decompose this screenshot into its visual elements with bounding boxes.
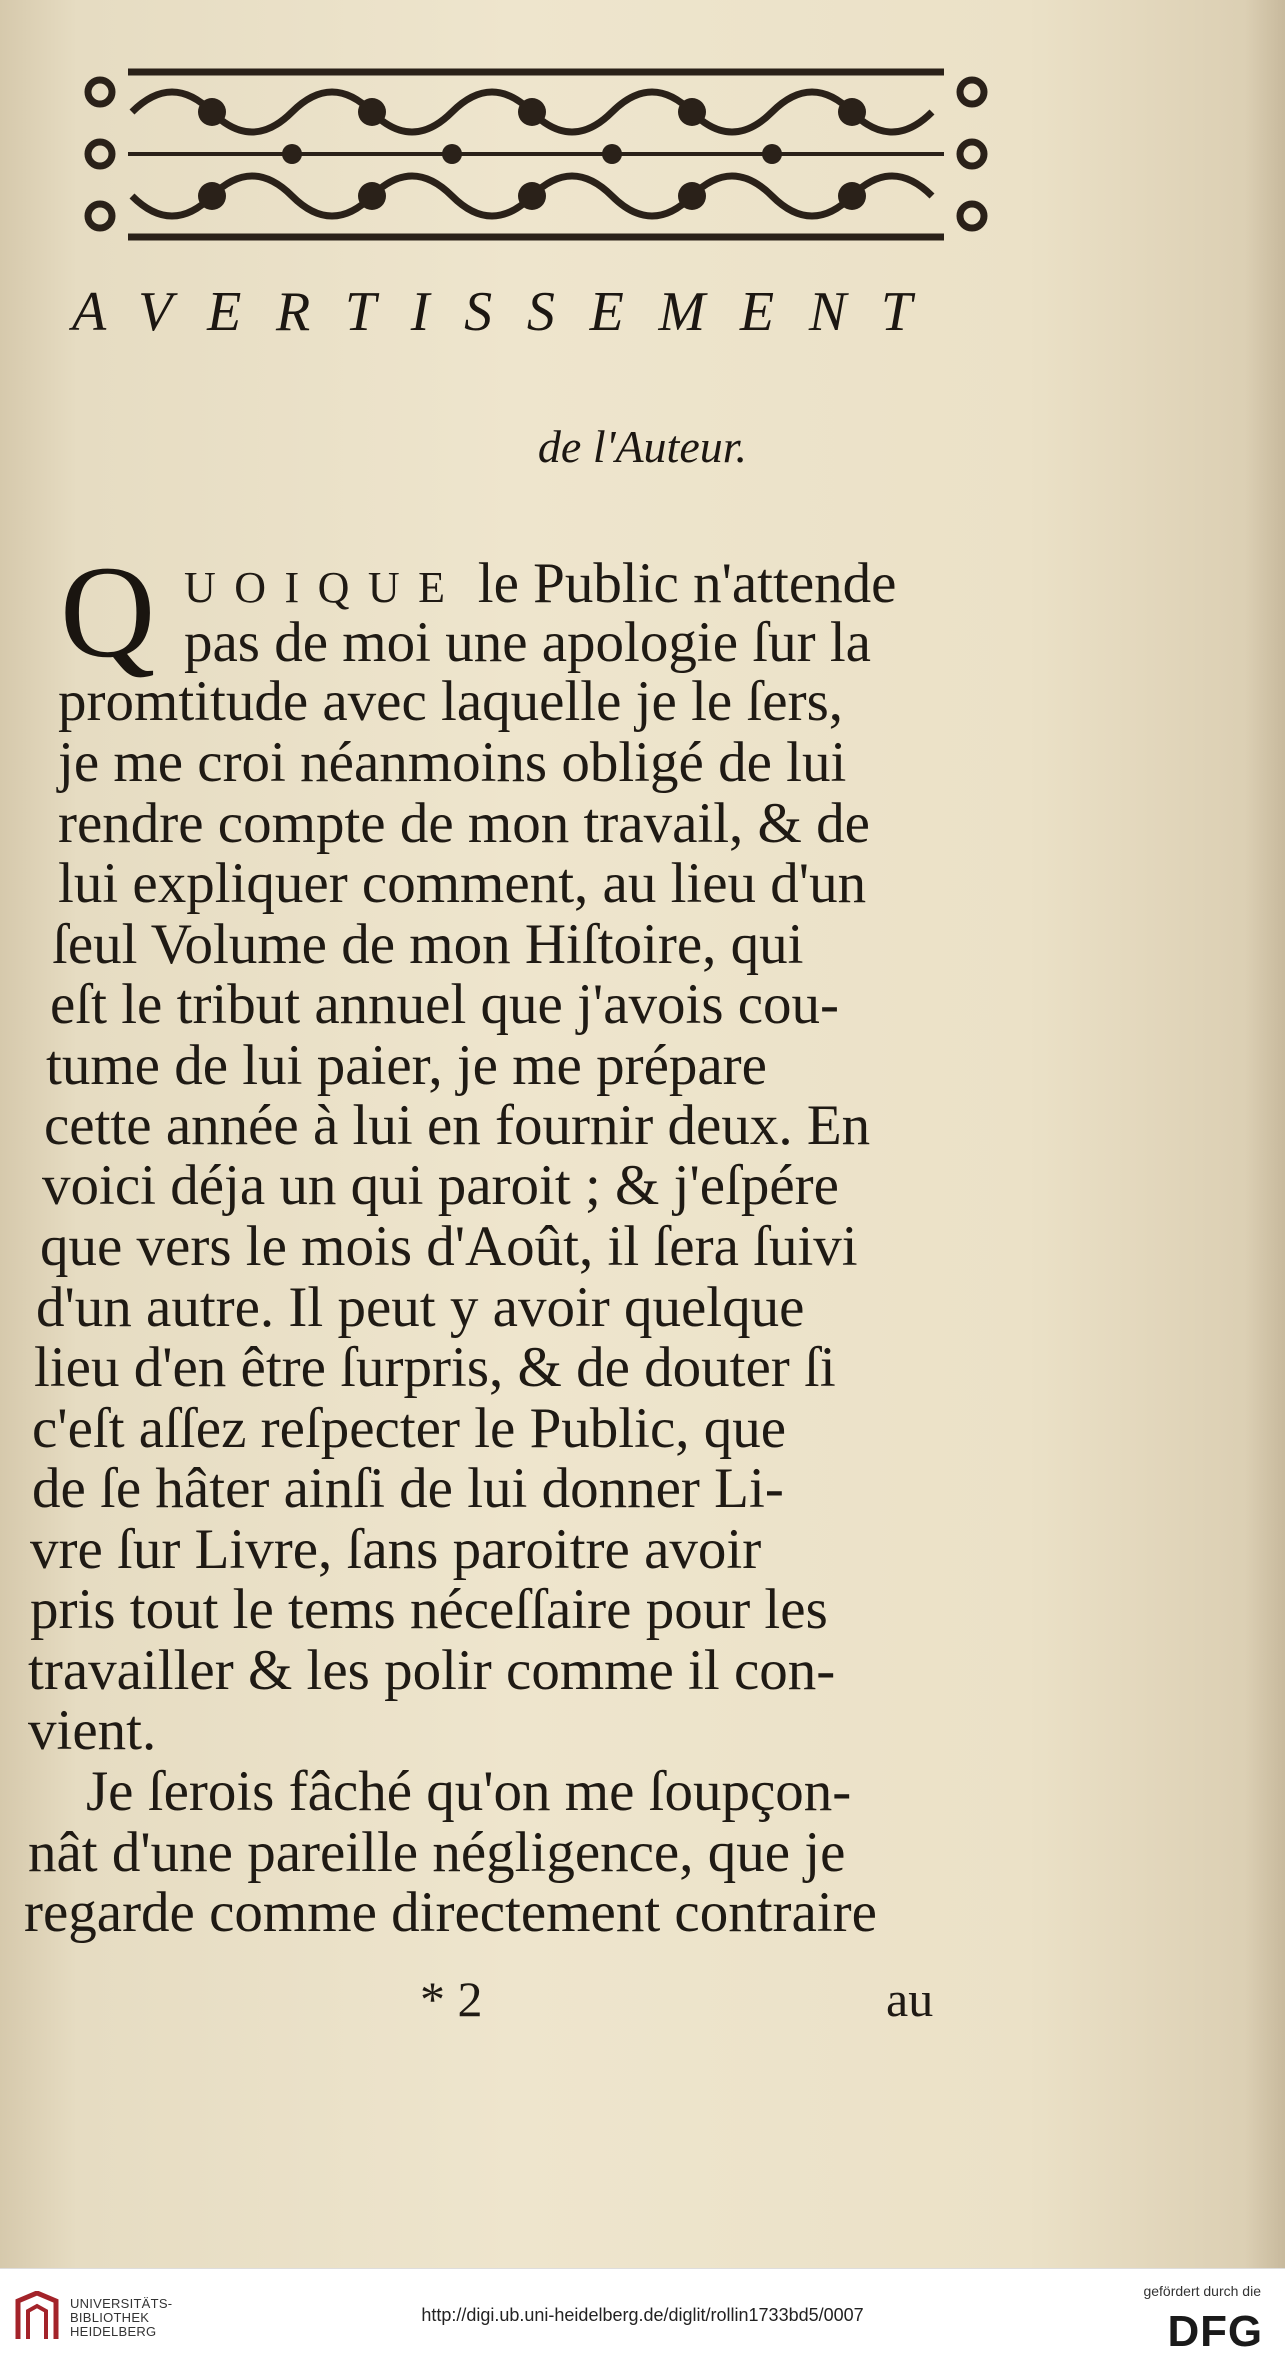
printer-ornament-band <box>72 62 1000 247</box>
text-line: je me croi néanmoins obligé de lui <box>58 731 847 794</box>
text-line: travailler & les polir comme il con- <box>28 1639 836 1702</box>
text-line: que vers le mois d'Août, il ſera ſuivi <box>40 1215 858 1278</box>
funded-by-label: gefördert durch die <box>1143 2283 1261 2299</box>
text-line: regarde comme directement contraire <box>24 1881 877 1944</box>
text-line: voici déja un qui paroit ; & j'eſpére <box>42 1154 839 1217</box>
text-line: c'eſt aſſez reſpecter le Public, que <box>32 1397 787 1460</box>
text-line: rendre compte de mon travail, & de <box>58 792 870 855</box>
text-line: cette année à lui en fournir deux. En <box>44 1094 871 1157</box>
signature-mark: * 2 <box>420 1971 483 2027</box>
text-line-smallcaps: UOIQUE <box>184 563 464 612</box>
section-subheading: de l'Auteur. <box>537 421 748 472</box>
section-heading: AVERTISSEMENT <box>72 281 947 343</box>
drop-cap: Q <box>60 538 156 685</box>
dfg-logo: DFG <box>1167 2307 1263 2356</box>
viewer-footer <box>0 2268 1285 2364</box>
text-line: de ſe hâter ainſi de lui donner Li- <box>32 1457 784 1520</box>
text-line-rest: le Public n'attende <box>463 552 897 615</box>
text-line: promtitude avec laquelle je le ſers, <box>58 670 844 733</box>
text-line: eſt le tribut annuel que j'avois cou- <box>50 973 840 1036</box>
text-line: pris tout le tems néceſſaire pour les <box>30 1578 828 1641</box>
text-line: nât d'une pareille négligence, que je <box>28 1821 846 1884</box>
text-line: pas de moi une apologie ſur la <box>184 611 871 674</box>
text-line: ſeul Volume de mon Hiſtoire, qui <box>52 913 804 976</box>
text-line: lieu d'en être ſurpris, & de douter ſi <box>34 1336 836 1399</box>
catchword: au <box>886 1971 934 2027</box>
text-line: vient. <box>28 1699 157 1762</box>
text-line: d'un autre. Il peut y avoir quelque <box>36 1276 805 1339</box>
text-line: vre ſur Livre, ſans paroitre avoir <box>30 1518 762 1581</box>
text-line: Je ſerois fâché qu'on me ſoupçon- <box>86 1760 852 1823</box>
text-line: lui expliquer comment, au lieu d'un <box>58 852 867 915</box>
library-name: UNIVERSITÄTS- BIBLIOTHEK HEIDELBERG <box>70 2296 173 2339</box>
permalink-url[interactable]: http://digi.ub.uni-heidelberg.de/diglit/rollin1733bd5/0007 <box>421 2305 864 2325</box>
text-line <box>184 552 896 620</box>
text-line: tume de lui paier, je me prépare <box>46 1034 767 1097</box>
